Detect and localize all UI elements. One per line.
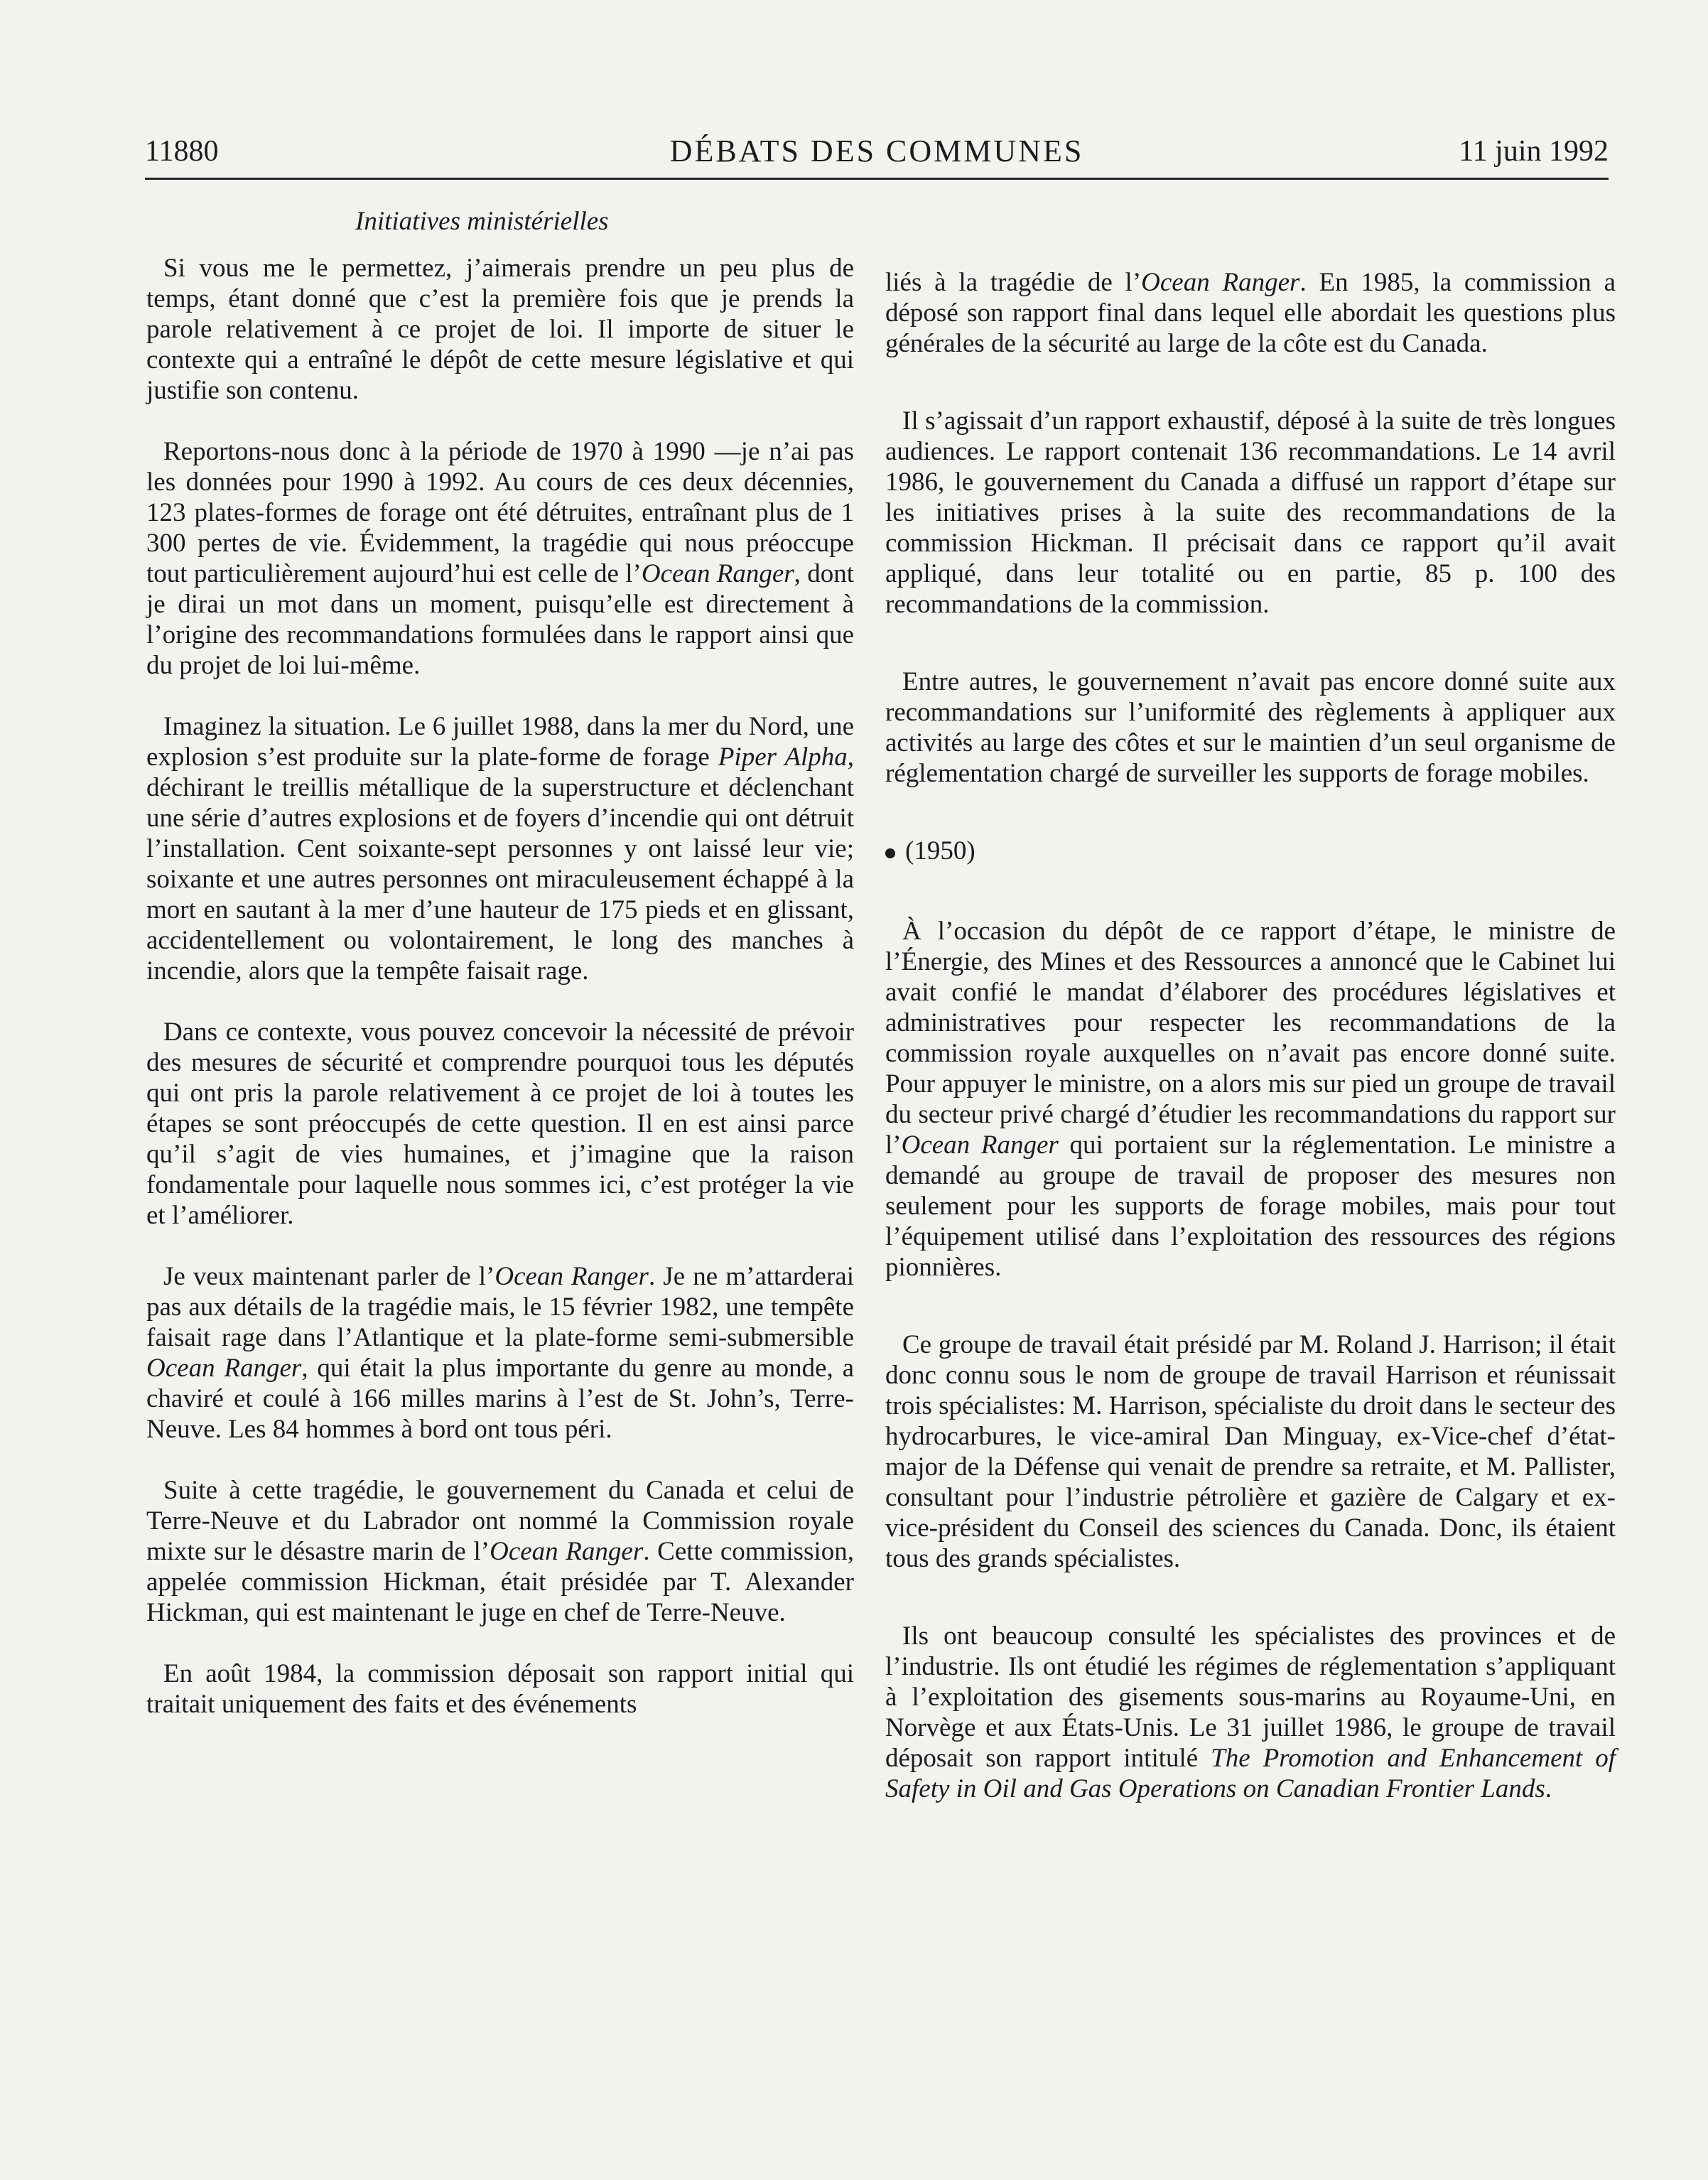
paragraph-text: . En 1985, la commission a déposé son rapport final dans lequel elle abordait les questions plus générales de la sécurité au large de la côte est du Canada.: [885, 268, 1616, 358]
paragraph: [885, 667, 1616, 789]
paragraph-text: À l’occasion du dépôt de ce rapport d’étape, le ministre de l’Énergie, des Mines et des Ressources a annoncé que le Cabinet lui avait confié le mandat d’élaborer des procédures législatives et administratives pour respecter les recommandations de la commission royale auxquelles on n’avait pas encore donné suite. Pour appuyer le ministre, on a alors mis sur pied un groupe de travail du secteur privé chargé d’étudier les recommandations du rapport sur l’: [885, 917, 1616, 1160]
time-marker: [885, 836, 1616, 866]
paragraph-text: Reportons-nous donc à la période de 1970 à 1990 —je n’ai pas les données pour 1990 à 1992. Au cours de ces deux décennies, 123 plates-formes de forage ont été détruites, entraînant plus de 1 300 pertes de vie. Évidemment, la tragédie qui nous préoccupe tout particulièrement aujourd’hui est celle de l’: [146, 437, 854, 588]
paragraph-text: . Je ne m’attarderai pas aux détails de la tragédie mais, le 15 février 1982, une tempête faisait rage dans l’Atlantique et la plate-forme semi-submersible: [146, 1262, 854, 1352]
page-date: 11 juin 1992: [1459, 135, 1609, 168]
paragraph-text: Imaginez la situation. Le 6 juillet 1988, dans la mer du Nord, une explosion s’est produite sur la plate-forme de forage: [146, 712, 854, 772]
page-header: [145, 131, 1609, 180]
paragraph-text: , déchirant le treillis métallique de la superstructure et déclenchant une série d’autres explosions et de foyers d’incendie qui ont détruit l’installation. Cent soixante-sept personnes y ont laissé leur vie; soixante et une autres personnes ont miraculeusement échappé à la mort en sautant à la mer d’une hauteur de 175 pieds et en glissant, accidentellement ou volontairement, le long des manches à incendie, alors que la tempête faisait rage.: [146, 743, 854, 986]
publication-title: DÉBATS DES COMMUNES: [669, 134, 1084, 168]
right-column: [885, 267, 1616, 1835]
paragraph: [146, 436, 854, 681]
left-column: [146, 253, 854, 1750]
paragraph: [885, 916, 1616, 1283]
paragraph: [146, 1658, 854, 1720]
paragraph: [885, 1621, 1616, 1804]
page-number: 11880: [145, 135, 219, 168]
paragraph-text: .: [1545, 1774, 1552, 1803]
paragraph: [146, 1475, 854, 1628]
italic-text: Ocean Ranger: [641, 559, 794, 588]
italic-text: Ocean Ranger: [901, 1131, 1059, 1160]
paragraph: [885, 1329, 1616, 1574]
italic-text: Ocean Ranger: [490, 1537, 644, 1566]
italic-text: Ocean Ranger: [1141, 268, 1300, 297]
paragraph-text: . Cette commission, appelée commission Hickman, était présidée par T. Alexander Hickman, qui est maintenant le juge en chef de Terre-Neuve.: [146, 1537, 854, 1627]
paragraph: [146, 711, 854, 986]
paragraph: [146, 1017, 854, 1231]
paragraph-text: Ils ont beaucoup consulté les spécialistes des provinces et de l’industrie. Ils ont étudié les régimes de réglementation s’appliquant à l’exploitation des gisements sous-marins au Royaume-Uni, en Norvège et aux États-Unis. Le 31 juillet 1986, le groupe de travail déposait son rapport intitulé: [885, 1621, 1616, 1773]
paragraph-text: Suite à cette tragédie, le gouvernement du Canada et celui de Terre-Neuve et du Labrador ont nommé la Commission royale mixte sur le désastre marin de l’: [146, 1476, 854, 1566]
paragraph-text: liés à la tragédie de l’: [885, 268, 1142, 297]
paragraph-text: qui portaient sur la réglementation. Le ministre a demandé au groupe de travail de proposer des mesures non seulement pour les supports de forage mobiles, mais pour tout l’équipement utilisé dans l’exploitation des ressources des régions pionnières.: [885, 1131, 1616, 1282]
paragraph: [885, 406, 1616, 620]
italic-text: Ocean Ranger: [494, 1262, 649, 1291]
bullet-icon: [885, 848, 895, 858]
paragraph-text: Si vous me le permettez, j’aimerais prendre un peu plus de temps, étant donné que c’est la première fois que je prends la parole relativement à ce projet de loi. Il importe de situer le contexte qui a entraîné le dépôt de cette mesure législative et qui justifie son contenu.: [146, 254, 854, 405]
paragraph-text: Je veux maintenant parler de l’: [163, 1262, 495, 1291]
paragraph-text: Ce groupe de travail était présidé par M. Roland J. Harrison; il était donc connu sous le nom de groupe de travail Harrison et réunissait trois spécialistes: M. Harrison, spécialiste du droit dans le secteur des hydrocarbures, le vice-amiral Dan Minguay, ex-Vice-chef d’état-major de la Défense qui venait de prendre sa retraite, et M. Pallister, consultant pour l’industrie pétrolière et gazière de Calgary et ex-vice-président du Conseil des sciences du Canada. Donc, ils étaient tous des grands spécialistes.: [885, 1330, 1616, 1573]
section-subhead: Initiatives ministérielles: [355, 207, 609, 236]
paragraph: [146, 253, 854, 406]
paragraph-text: Il s’agissait d’un rapport exhaustif, déposé à la suite de très longues audiences. Le rapport contenait 136 recommandations. Le 14 avril 1986, le gouvernement du Canada a diffusé un rapport d’étape sur les initiatives prises à la suite des recommandations de la commission Hickman. Il précisait dans ce rapport qu’il avait appliqué, dans leur totalité ou en partie, 85 p. 100 des recommandations de la commission.: [885, 406, 1616, 619]
paragraph-text: , dont je dirai un mot dans un moment, puisqu’elle est directement à l’origine des recommandations formulées dans le rapport ainsi que du projet de loi lui-même.: [146, 559, 855, 680]
italic-text: Piper Alpha: [718, 743, 848, 772]
paragraph-text: Entre autres, le gouvernement n’avait pas encore donné suite aux recommandations sur l’uniformité des règlements à appliquer aux activités au large des côtes et sur le maintien d’un seul organisme de réglementation chargé de surveiller les supports de forage mobiles.: [885, 667, 1616, 788]
paragraph-text: , qui était la plus importante du genre au monde, a chaviré et coulé à 166 milles marins à l’est de St. John’s, Terre-Neuve. Les 84 hommes à bord ont tous péri.: [146, 1354, 854, 1444]
time-marker-text: (1950): [905, 836, 975, 865]
italic-text: Ocean Ranger: [146, 1354, 302, 1383]
italic-text: The Promotion and Enhancement of Safety in Oil and Gas Operations on Canadian Frontier Lands: [885, 1744, 1616, 1803]
paragraph: [146, 1261, 854, 1445]
paragraph-text: Dans ce contexte, vous pouvez concevoir la nécessité de prévoir des mesures de sécurité et comprendre pourquoi tous les députés qui ont pris la parole relativement à ce projet de loi à toutes les étapes se sont préoccupés de cette question. Il en est ainsi parce qu’il s’agit de vies humaines, et j’imagine que la raison fondamentale pour laquelle nous sommes ici, c’est protéger la vie et l’améliorer.: [146, 1018, 854, 1230]
paragraph: [885, 267, 1616, 359]
paragraph-text: En août 1984, la commission déposait son rapport initial qui traitait uniquement des faits et des événements: [146, 1659, 854, 1719]
